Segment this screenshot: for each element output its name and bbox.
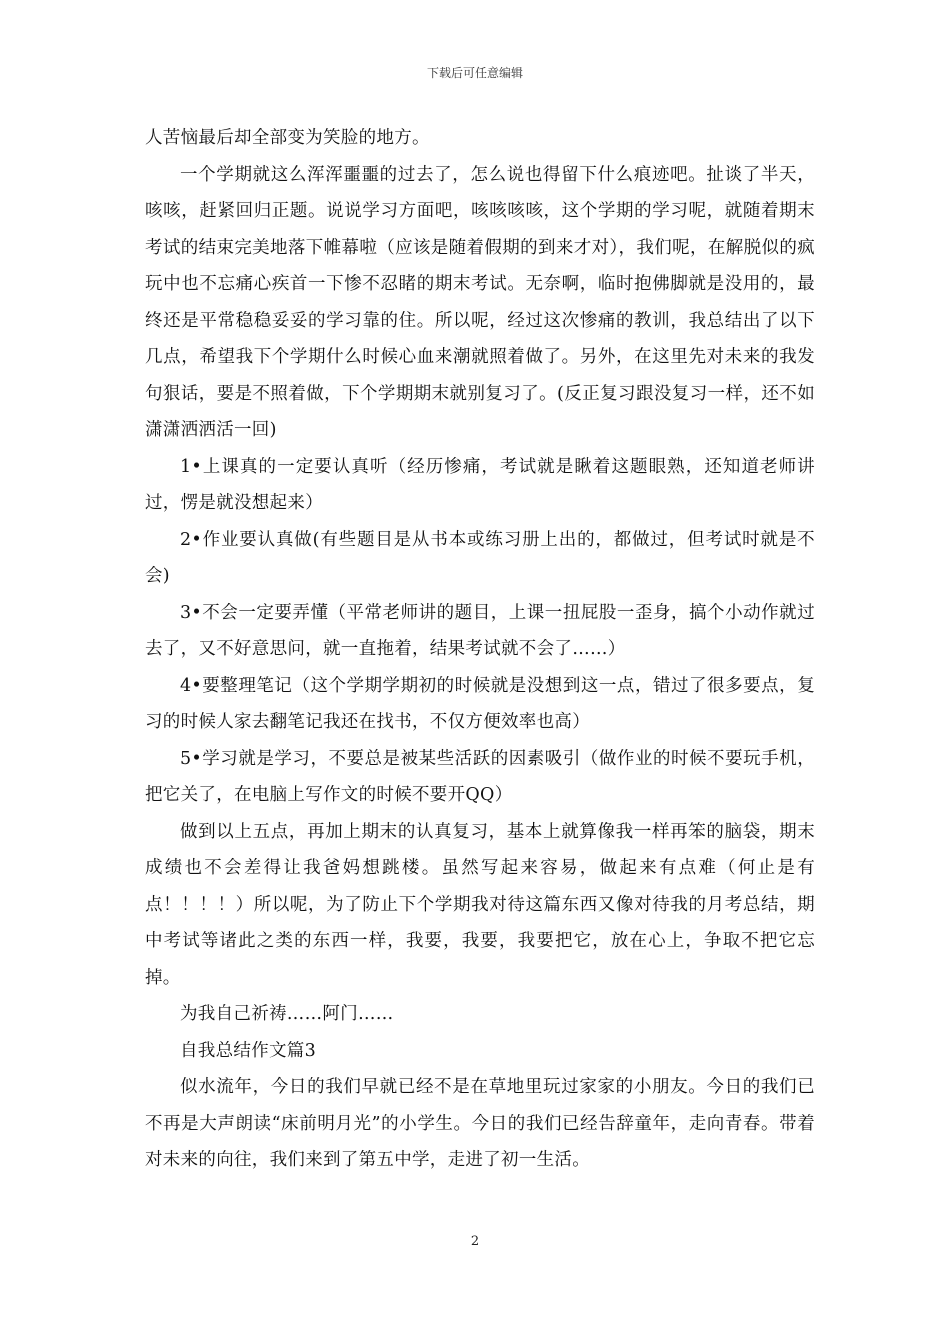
list-item-5: 5•学习就是学习，不要总是被某些活跃的因素吸引（做作业的时候不要玩手机，把它关了，在电脑上写作文的时候不要开QQ） xyxy=(145,748,815,805)
paragraph-conclusion: 做到以上五点，再加上期末的认真复习，基本上就算像我一样再笨的脑袋，期末成绩也不会差得让我爸妈想跳楼。虽然写起来容易，做起来有点难（何止是有点！！！！）所以呢，为了防止下个学期我对待这篇东西又像对待我的月考总结，期中考试等诸此之类的东西一样，我要，我要，我要把它，放在心上，争取不把它忘掉。 xyxy=(145,821,815,988)
document-body xyxy=(145,120,815,1179)
section-heading: 自我总结作文篇3 xyxy=(180,1040,317,1061)
paragraph-continuation: 人苦恼最后却全部变为笑脸的地方。 xyxy=(145,128,430,148)
list-item-3: 3•不会一定要弄懂（平常老师讲的题目，上课一扭屁股一歪身，搞个小动作就过去了，又不好意思问，就一直拖着，结果考试就不会了……） xyxy=(145,602,815,659)
page-number: 2 xyxy=(470,1234,480,1249)
paragraph-essay-3-intro: 似水流年，今日的我们早就已经不是在草地里玩过家家的小朋友。今日的我们已不再是大声朗读“床前明月光”的小学生。今日的我们已经告辞童年，走向青春。带着对未来的向往，我们来到了第五中学，走进了初一生活。 xyxy=(145,1077,815,1170)
list-item-1: 1•上课真的一定要认真听（经历惨痛，考试就是瞅着这题眼熟，还知道老师讲过，愣是就没想起来） xyxy=(145,456,815,513)
list-item-2: 2•作业要认真做(有些题目是从书本或练习册上出的，都做过，但考试时就是不会) xyxy=(145,529,815,586)
page-header: 下载后可任意编辑 xyxy=(426,66,523,80)
paragraph-prayer: 为我自己祈祷……阿门…… xyxy=(180,1004,394,1024)
list-item-4: 4•要整理笔记（这个学期学期初的时候就是没想到这一点，错过了很多要点，复习的时候人家去翻笔记我还在找书，不仅方便效率也高） xyxy=(145,675,815,732)
paragraph-semester-summary: 一个学期就这么浑浑噩噩的过去了，怎么说也得留下什么痕迹吧。扯谈了半天，咳咳，赶紧回归正题。说说学习方面吧，咳咳咳咳，这个学期的学习呢，就随着期末考试的结束完美地落下帷幕啦（应该是随着假期的到来才对），我们呢，在解脱似的疯玩中也不忘痛心疾首一下惨不忍睹的期末考试。无奈啊，临时抱佛脚就是没用的，最终还是平常稳稳妥妥的学习靠的住。所以呢，经过这次惨痛的教训，我总结出了以下几点，希望我下个学期什么时候心血来潮就照着做了。另外，在这里先对未来的我发句狠话，要是不照着做，下个学期期末就别复习了。(反正复习跟没复习一样，还不如潇潇洒洒活一回) xyxy=(145,164,815,440)
